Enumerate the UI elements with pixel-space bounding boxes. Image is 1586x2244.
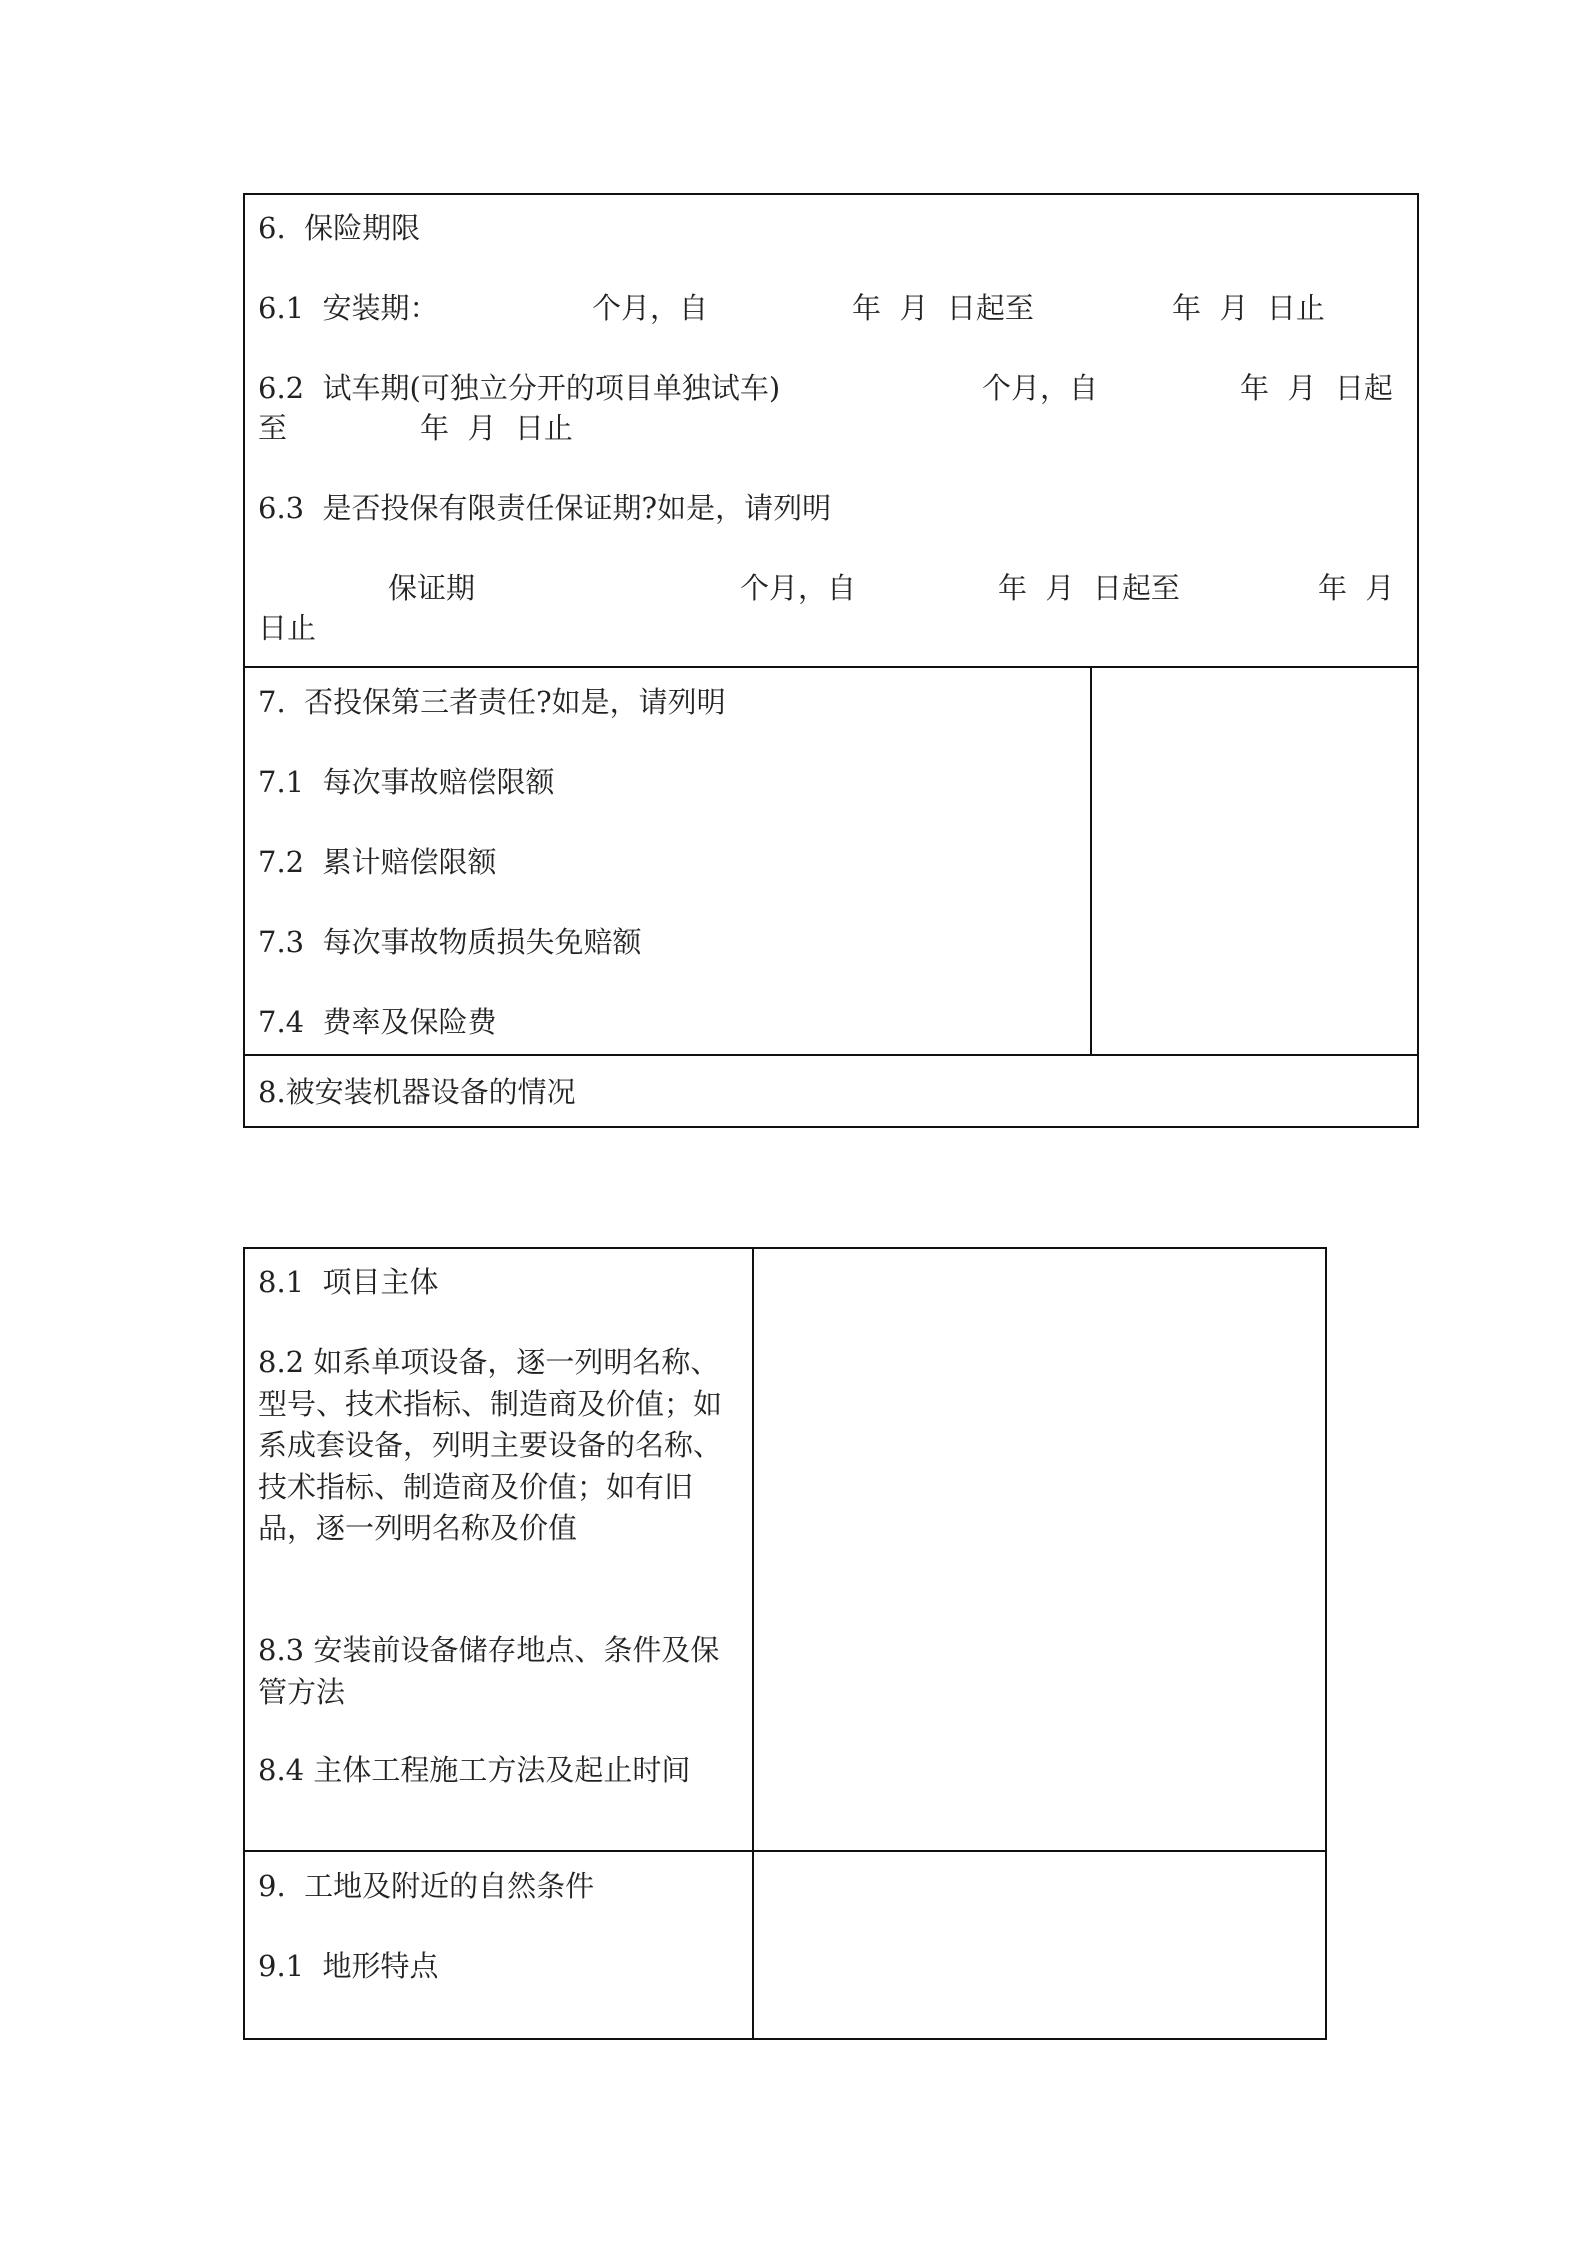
row-divider-6-7 bbox=[243, 666, 1419, 668]
line-6-1-label: 6.1 安装期： bbox=[258, 291, 439, 325]
line-6-1-to: 年 月 日止 bbox=[1172, 291, 1325, 325]
line-7-3: 7.3 每次事故物质损失免赔额 bbox=[258, 925, 642, 959]
line-6-4-label: 保证期 bbox=[388, 571, 476, 605]
row-divider-8-9 bbox=[243, 1850, 1327, 1852]
line-6-2-label: 6.2 试车期(可独立分开的项目单独试车) bbox=[258, 371, 781, 405]
section-7-title: 7. 否投保第三者责任?如是，请列明 bbox=[258, 685, 726, 719]
column-divider-7 bbox=[1090, 666, 1092, 1055]
line-6-2-months: 个月，自 bbox=[982, 371, 1099, 405]
line-6-4-end: 日止 bbox=[258, 611, 317, 645]
line-6-1-months: 个月，自 bbox=[592, 291, 709, 325]
line-8-1: 8.1 项目主体 bbox=[258, 1265, 439, 1299]
section-8-title: 8.被安装机器设备的情况 bbox=[258, 1075, 576, 1109]
line-6-4-months: 个月，自 bbox=[740, 571, 857, 605]
line-6-4-to: 年 月 bbox=[1318, 571, 1395, 605]
line-6-2-from: 年 月 日起 bbox=[1240, 371, 1393, 405]
line-6-1-from: 年 月 日起至 bbox=[852, 291, 1034, 325]
line-7-2: 7.2 累计赔偿限额 bbox=[258, 845, 497, 879]
line-6-2-to: 年 月 日止 bbox=[420, 411, 573, 445]
line-8-2: 8.2 如系单项设备，逐一列明名称、型号、技术指标、制造商及价值；如系成套设备，列明主要设备的名称、技术指标、制造商及价值；如有旧品，逐一列明名称及价值 bbox=[258, 1345, 723, 1545]
line-6-3: 6.3 是否投保有限责任保证期?如是，请列明 bbox=[258, 491, 832, 525]
line-6-2-zhi: 至 bbox=[258, 411, 288, 445]
line-9-1: 9.1 地形特点 bbox=[258, 1949, 439, 1983]
line-8-4: 8.4 主体工程施工方法及起止时间 bbox=[258, 1753, 691, 1787]
section-9-title: 9. 工地及附近的自然条件 bbox=[258, 1869, 595, 1903]
line-6-4-from: 年 月 日起至 bbox=[998, 571, 1180, 605]
column-divider-table2 bbox=[752, 1247, 754, 2040]
row-divider-7-8 bbox=[243, 1054, 1419, 1056]
table-insurance-period bbox=[243, 193, 1419, 1128]
line-8-3: 8.3 安装前设备储存地点、条件及保管方法 bbox=[258, 1633, 720, 1709]
line-7-4: 7.4 费率及保险费 bbox=[258, 1005, 497, 1039]
section-6-title: 6. 保险期限 bbox=[258, 211, 421, 245]
line-7-1: 7.1 每次事故赔偿限额 bbox=[258, 765, 555, 799]
